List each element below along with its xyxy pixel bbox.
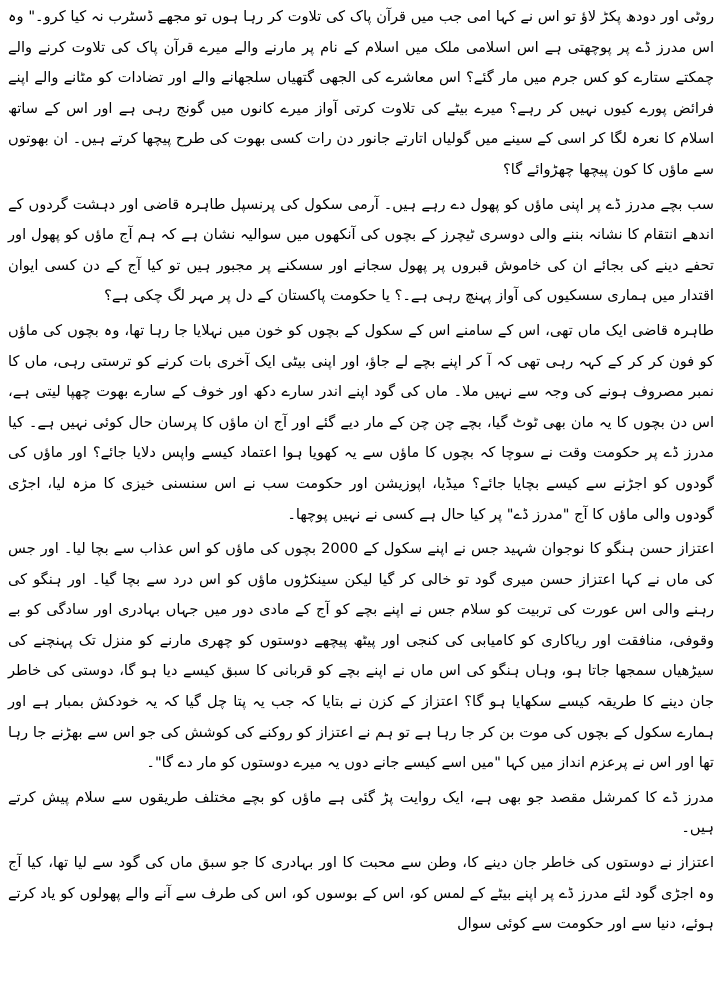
paragraph-5: مدرز ڈے کا کمرشل مقصد جو بھی ہے، ایک روایت پڑ گئی ہے ماؤں کو بچے مختلف طریقوں سے سلام پیش کرتے ہیں۔ xyxy=(8,788,714,837)
paragraph-6: اعتزاز نے دوستوں کی خاطر جان دینے کا، وطن سے محبت کا اور بہادری کا جو سبق ماں کی گود سے لیا تھا، کیا آج وہ اجڑی گود لئے مدرز ڈے پر اپنے بیٹے کے لمس کو، اس کے بوسوں کو، اس کی طرف سے آنے والے پھولوں کو یاد کرتے ہوئے، دنیا سے اور حکومت سے کوئی سوال xyxy=(8,854,714,933)
paragraph-1: روٹی اور دودھ پکڑ لاؤ تو اس نے کہا امی جب میں قرآن پاک کی تلاوت کر رہا ہوں تو مجھے ڈسٹرب نہ کیا کرو۔" وہ اس مدرز ڈے پر پوچھتی ہے اس اسلامی ملک میں اسلام کے نام پر مارنے والے میرے قرآن پاک کی تلاوت کرنے والے چمکتے ستارے کو کس جرم میں مار گئے؟ اس معاشرے کی الجھی گتھیاں سلجھانے والے اور تضادات کو مٹانے والے اپنے فرائض پورے کیوں نہیں کر رہے؟ میرے بیٹے کی تلاوت کرتی آواز میرے کانوں میں گونج رہی ہے اور اس کے ساتھ اسلام کا نعرہ لگا کر اسی کے سینے میں گولیاں اتارتے جانور دن رات کسی بھوت کی طرح پیچھا کرتے ہیں۔ ان بھوتوں سے ماؤں کا کون پیچھا چھڑوائے گا؟ xyxy=(8,8,714,178)
paragraph-4: اعتزاز حسن ہنگو کا نوجوان شہید جس نے اپنے سکول کے 2000 بچوں کی ماؤں کو اس عذاب سے بچا لیا۔ اور جس کی ماں نے کہا اعتزاز حسن میری گود تو خالی کر گیا لیکن سینکڑوں ماؤں کو اس درد سے بچا گیا۔ اور ہنگو کی رہنے والی اس عورت کی تربیت کو سلام جس نے اپنے بچے کو آج کے مادی دور میں جہاں بہادری اور سادگی کو بے وقوفی، منافقت اور ریاکاری کو کامیابی کی کنجی اور پیٹھ پیچھے دوستوں کو چھری مارنے کو منزل تک پہنچنے کی سیڑھیاں سمجھا جاتا ہو، وہاں ہنگو کی اس ماں نے اپنے بچے کو قربانی کا سبق کیسے دیا ہو گا، دوستی کی خاطر جان دینے کا طریقہ کیسے سکھایا ہو گا؟ اعتزاز کے کزن نے بتایا کہ جب یہ پتا چل گیا کہ یہ خودکش بمبار ہے اور ہمارے سکول کے بچوں کی موت بن کر جا رہا ہے تو ہم نے اعتزاز کو روکنے کی کوشش کی جو اس سے بھڑنے جا رہا تھا اور اس نے پرعزم انداز میں کہا "میں اسے کیسے جانے دوں یہ میرے دوستوں کو مار دے گا"۔ xyxy=(8,540,714,772)
paragraph-3: طاہرہ قاضی ایک ماں تھی، اس کے سامنے اس کے سکول کے بچوں کو خون میں نہلایا جا رہا تھا، وہ بچوں کی ماؤں کو فون کر کر کے کہہ رہی تھی کہ آ کر اپنے بچے لے جاؤ، اور اپنی بیٹی ایک آخری بات کرنے کو ترستی رہی، ماں کا نمبر مصروف ہونے کی وجہ سے نہیں ملا۔ ماں کی گود اپنے اندر سارے دکھ اور خوف کے سارے بھوت چھپا لیتی ہے، اس دن بچوں کا یہ مان بھی ٹوٹ گیا، بچے چن چن کے مار دیے گئے اور آج ان ماؤں کا پرسان حال کوئی نہیں ہے۔ کیا مدرز ڈے پر حکومت وقت نے سوچا کہ بچوں کا ماؤں سے یہ کھویا ہوا اعتماد کیسے واپس دلایا جائے؟ اور ماؤں کی گودوں کو اجڑنے سے کیسے بچایا جائے؟ میڈیا، اپوزیشن اور حکومت سب نے اس سنسنی خیزی کا مزہ لیا، اجڑی گودوں والی ماؤں کا آج "مدرز ڈے" پر کیا حال ہے کسی نے نہیں پوچھا۔ xyxy=(8,321,714,523)
paragraph-2: سب بچے مدرز ڈے پر اپنی ماؤں کو پھول دے رہے ہیں۔ آرمی سکول کی پرنسپل طاہرہ قاضی اور دہشت گردوں کے اندھے انتقام کا نشانہ بننے والی دوسری ٹیچرز کے بچوں کی آنکھوں میں سوالیہ نشان ہے کہ ہم آج ماؤں کو پھول اور تحفے دینے کی بجائے ان کی خاموش قبروں پر پھول سجانے اور سسکنے پر مجبور ہیں تو کیا آج کے دن کسی ایوان اقتدار میں ہماری سسکیوں کی آواز پہنچ رہی ہے۔؟ یا حکومت پاکستان کے دل پر مہر لگ چکی ہے؟ xyxy=(8,195,714,305)
